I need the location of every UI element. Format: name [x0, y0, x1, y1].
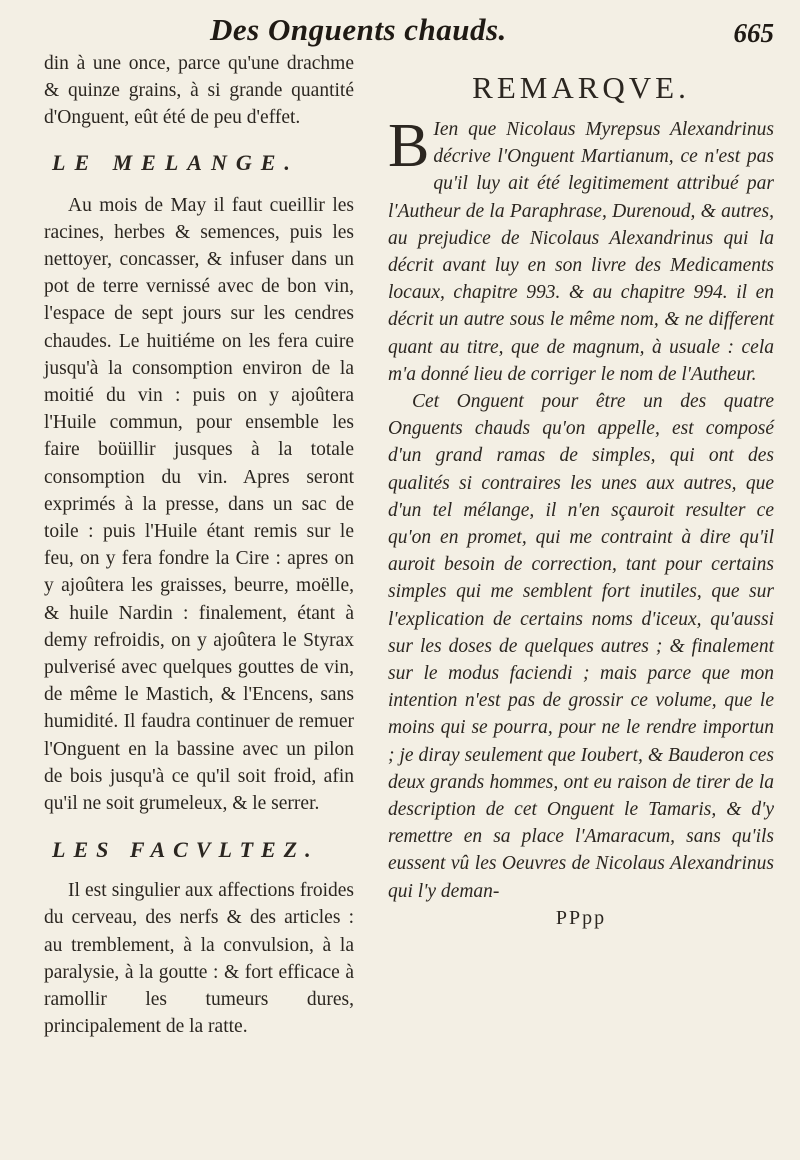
left-paragraph-3: Il est singulier aux affections froides du cerveau, des nerfs & des articles : au tremblement, à la convulsion, à la paralysie, à la goutte : & fort efficace à ramollir les tumeurs dures, principalement de la ratte. — [44, 880, 354, 1038]
right-column — [388, 50, 774, 930]
page-header — [0, 10, 800, 50]
catchword: PPpp — [555, 906, 607, 929]
left-paragraph-2: Au mois de May il faut cueillir les racines, herbes & semences, puis les nettoyer, concasser, & infuser dans un pot de terre vernissé avec de bon vin, l'espace de sept jours sur les cendres chaudes. Le huitiéme on les fera cuire jusqu'à la consomption environ de la moitié du vin : puis on y ajoûtera l'Huile commun, pour ensemble les faire boüillir jusques à la totale consomption du vin. Apres seront exprimés à la presse, dans un sac de toile : puis l'Huile étant remis sur le feu, on y fera fondre la Cire : apres on y ajoûtera les graisses, beurre, moëlle, & huile Nardin : finalement, étant à demy refroidis, on y ajoûtera le Styrax pulverisé avec quelques gouttes de vin, de même le Mastich, & l'Encens, sans humidité. Il faudra continuer de remuer l'Onguent en la bassine avec un pilon de bois jusqu'à ce qu'il soit froid, afin qu'il ne soit grumeleux, & le serrer. — [44, 194, 354, 815]
left-paragraph-1: din à une once, parce qu'une drachme & quinze grains, à si grande quantité d'Onguent, eût été de peu d'effet. — [44, 53, 354, 129]
section-heading-facultez: LES FACVLTEZ. — [52, 837, 319, 863]
left-column — [44, 50, 354, 1041]
drop-cap: B — [388, 112, 430, 180]
page-number: 665 — [733, 18, 774, 48]
remarque-heading: REMARQVE. — [472, 70, 690, 105]
running-title: Des Onguents chauds. — [210, 12, 507, 47]
right-paragraph-1 — [388, 112, 774, 388]
right-paragraph-1-text: Ien que Nicolaus Myrepsus Alexandrinus décrive l'Onguent Martianum, ce n'est pas qu'il luy ait été legitimement attribué par l'Autheur de la Paraphrase, Durenoud, & autres, au prejudice de Nicolaus Alexandrinus qui la décrit avant luy en son livre des Medicaments locaux, chapitre 993. & au chapitre 994. il en décrit un autre sous le même nom, & ne different quant au titre, que de magnum, à usuale : cela m'a donné lieu de corriger le nom de l'Autheur. — [388, 119, 774, 385]
right-paragraph-2: Cet Onguent pour être un des quatre Onguents chauds qu'on appelle, est composé d'un grand ramas de simples, qui ont des qualités si contraires les unes aux autres, que d'un tel mélange, il n'en sçauroit resulter ce qu'on en promet, qui me contraint à dire qu'il auroit besoin de correction, tant pour certains simples qui me semblent fort inutiles, que sur l'explication de certains noms d'iceux, qu'aussi sur les doses de quelques autres ; & finalement sur le modus faciendi ; mais parce que mon intention n'est pas de grossir ce volume, que le moins qui se pourra, pour ne le rendre importun ; je diray seulement que Ioubert, & Bauderon ces deux grands hommes, ont eu raison de tirer de la description de cet Onguent le Tamaris, & d'y remettre en sa place l'Amaracum, sans qu'ils eussent vû les Oeuvres de Nicolaus Alexandrinus qui l'y deman- — [388, 391, 774, 902]
section-heading-melange: LE MELANGE. — [52, 149, 299, 175]
